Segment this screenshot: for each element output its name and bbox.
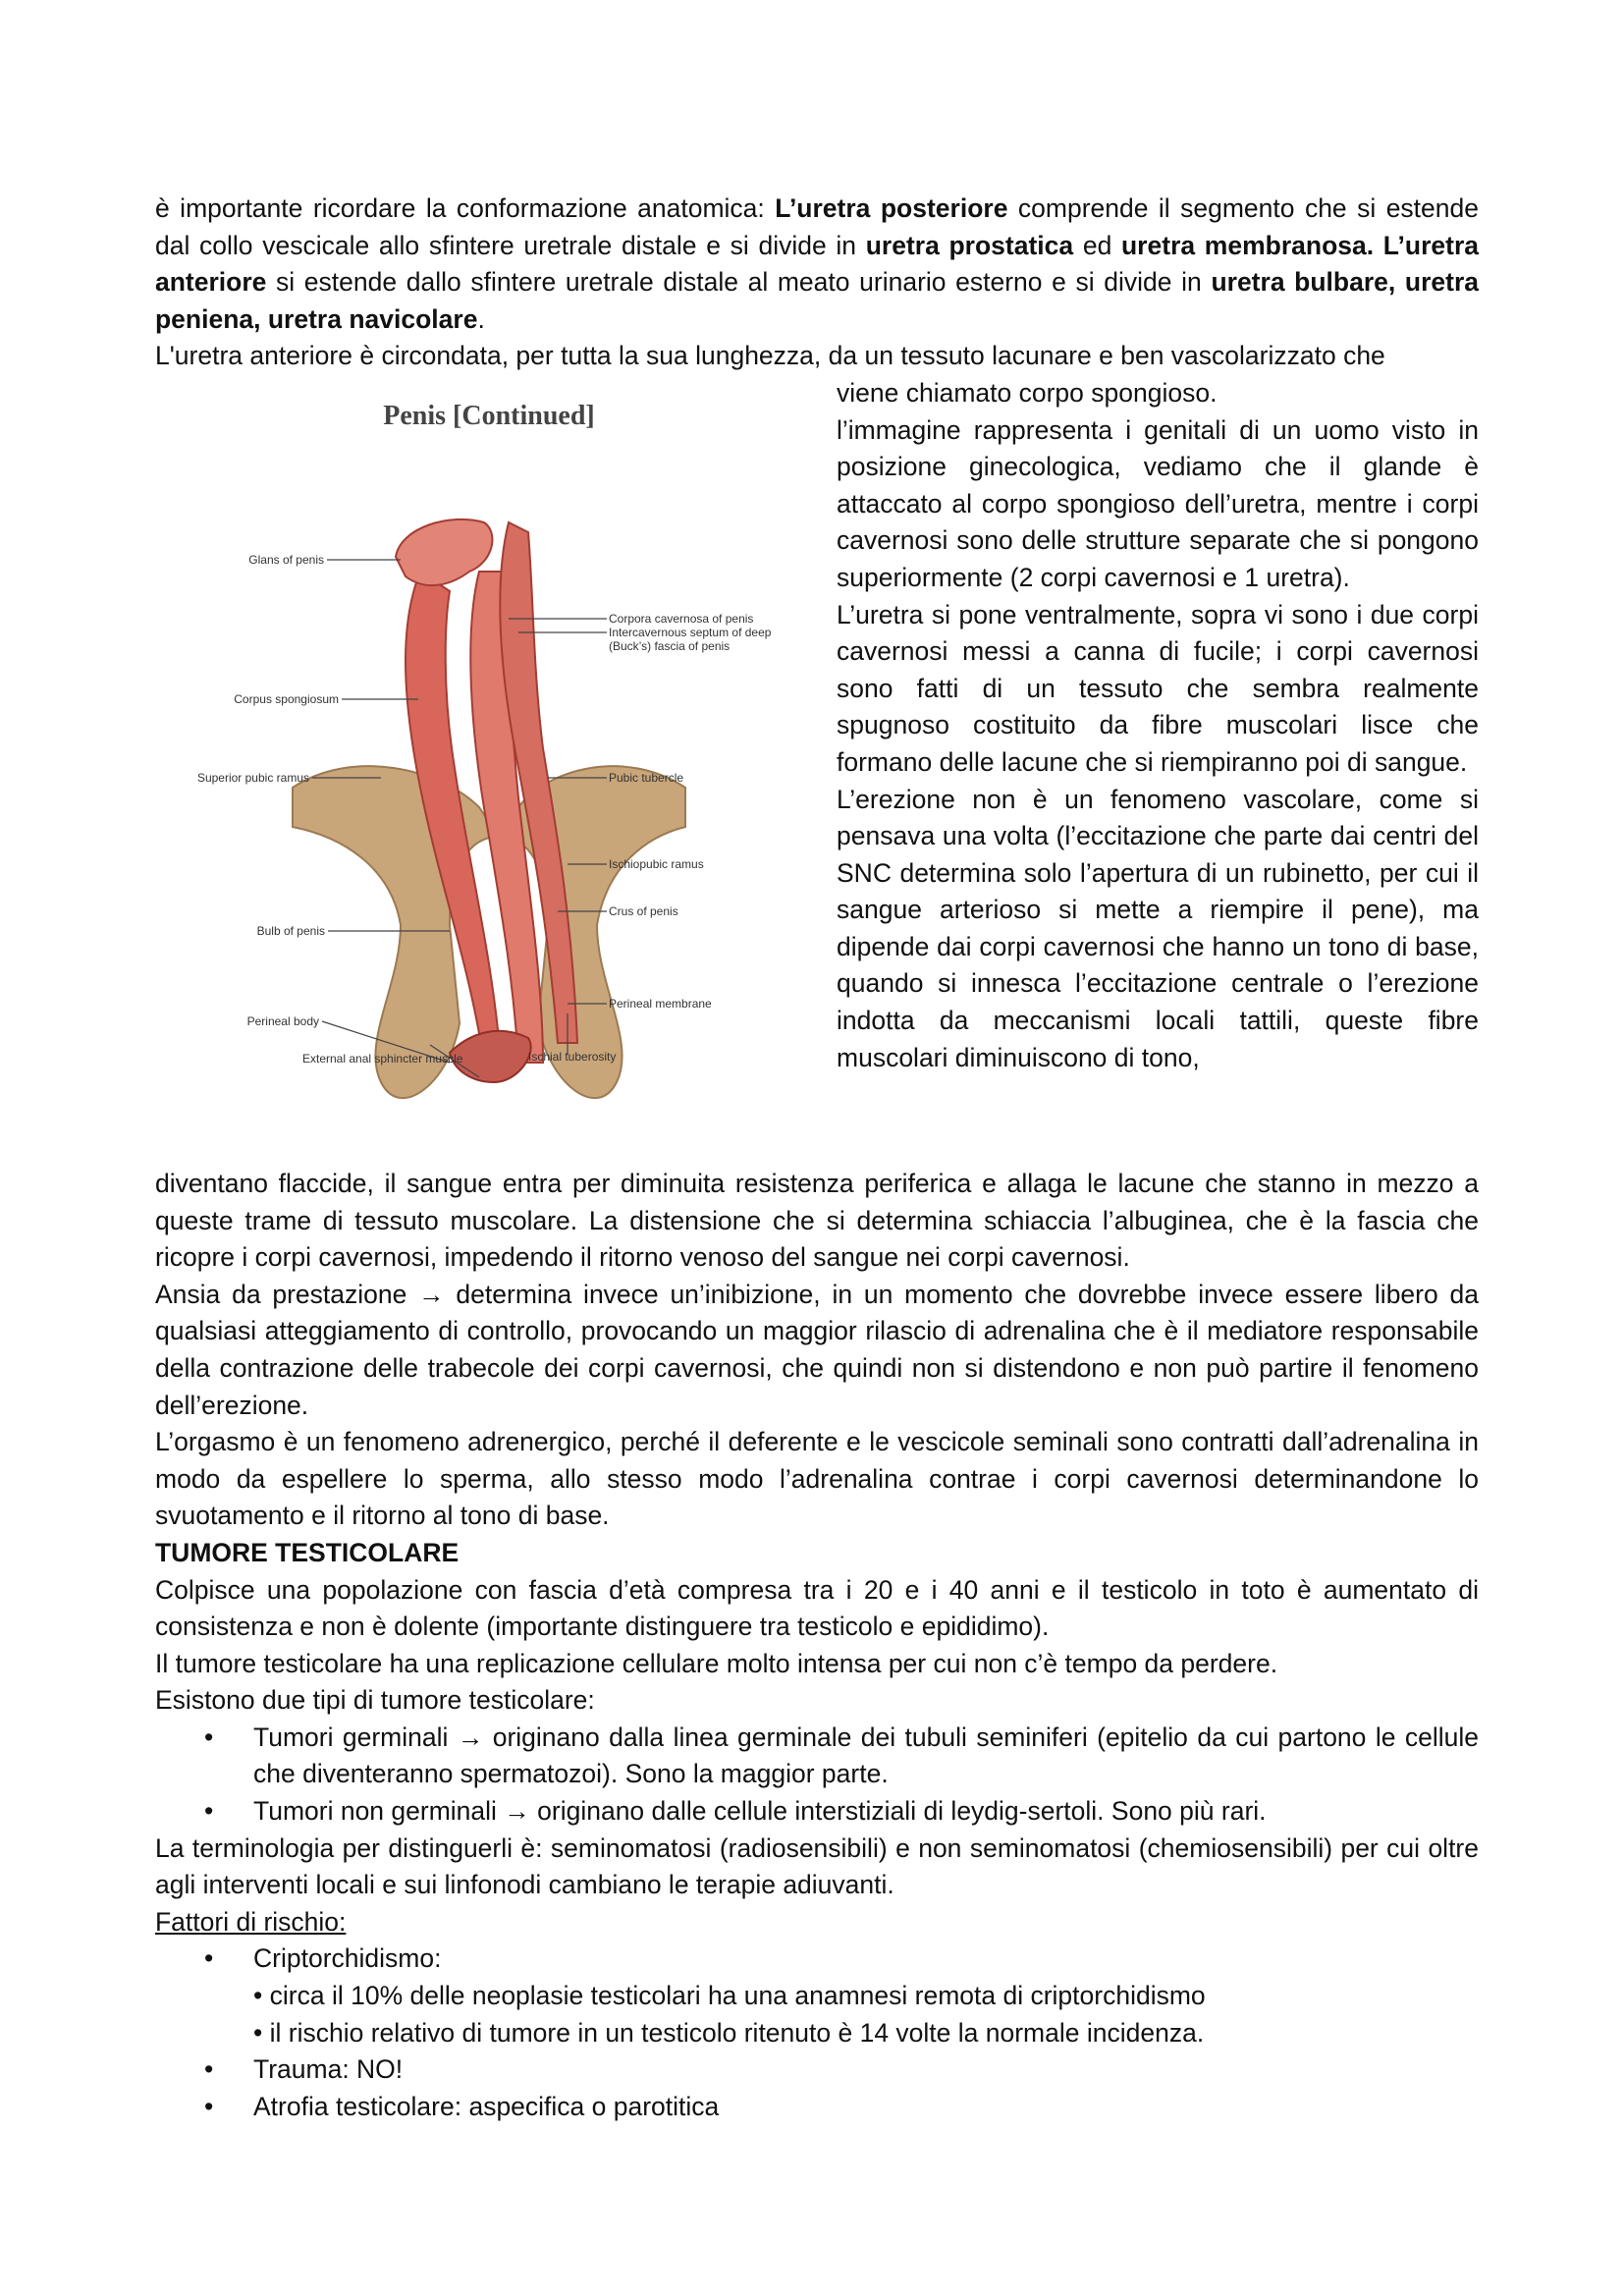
label-external-anal-sphincter: External anal sphincter muscle (302, 1051, 463, 1066)
figure-row (155, 375, 1479, 1166)
label-crus: Crus of penis (609, 903, 678, 918)
label-perineal-body: Perineal body (246, 1013, 319, 1028)
risk-factors-list (155, 1941, 1479, 1978)
risk-sub-item: • il rischio relativo di tumore in un testicolo ritenuto è 14 volte la normale incidenza. (253, 2017, 1205, 2048)
label-pubic-tubercle: Pubic tubercle (609, 770, 684, 785)
figure-title: Penis [Continued] (383, 400, 595, 431)
label-septum-1: Intercavernous septum of deep (609, 625, 772, 639)
tumor-paragraph-2: Il tumore testicolare ha una replicazione cellulare molto intensa per cui non c’è tempo da perdere. (155, 1648, 1278, 1678)
risk-sub-item: • circa il 10% delle neoplasie testicolari ha una anamnesi remota di criptorchidismo (253, 1981, 1206, 2011)
risk-title: Fattori di rischio: (155, 1906, 347, 1937)
figure-side-text (837, 375, 1479, 1076)
tumor-paragraph-3: Esistono due tipi di tumore testicolare: (155, 1685, 595, 1716)
side-line-1: viene chiamato corpo spongioso. (837, 377, 1218, 408)
label-corpus-spongiosum: Corpus spongiosum (234, 691, 339, 706)
section-heading: TUMORE TESTICOLARE (155, 1537, 460, 1567)
side-paragraph-3: L’erezione non è un fenomeno vascolare, come si pensava una volta (l’eccitazione che parte dai centri del SNC determina solo l’apertura di un rubinetto, per cui il sangue arterioso si mette a riempire il pene), ma dipende dai corpi cavernosi che hanno un tono di base, quando si innesca l’eccitazione centrale o l’erezione indotta da meccanismi locali tattili, queste fibre muscolari diminuiscono di tono, (837, 784, 1479, 1072)
label-ischial-tuberosity: Ischial tuberosity (528, 1049, 617, 1064)
intro-paragraph: è importante ricordare la conformazione anatomica: L’uretra posteriore comprende il segmento che si estende dal collo vescicale allo sfintere uretrale distale e si divide in uretra prostatica ed uretra membranosa. L’uretra anteriore si estende dallo sfintere uretrale distale al meato urinario esterno e si divide in uretra bulbare, uretra peniena, uretra navicolare. (155, 193, 1480, 334)
list-item: • Tumori germinali → originano dalla linea germinale dei tubuli seminiferi (epitelio da cui partono le cellule che diventeranno spermatozoi). Sono la maggior parte. (155, 1720, 1479, 1793)
label-ischiopubic-ramus: Ischiopubic ramus (609, 856, 704, 871)
urethra-paragraph: L'uretra anteriore è circondata, per tutta la sua lunghezza, da un tessuto lacunare e ben vascolarizzato che (155, 341, 1385, 371)
bullet-icon: • (204, 2091, 214, 2121)
label-superior-pubic-ramus: Superior pubic ramus (196, 770, 309, 785)
label-corpora-cavernosa: Corpora cavernosa of penis (609, 611, 754, 626)
risk-factors-list-2 (155, 2051, 1479, 2125)
tumor-paragraph-4: La terminologia per distinguerli è: seminomatosi (radiosensibili) e non seminomatosi (chemiosensibili) per cui oltre agli interventi locali e sui linfonodi cambiano le terapie adiuvanti. (155, 1832, 1479, 1900)
side-paragraph-1: l’immagine rappresenta i genitali di un uomo visto in posizione ginecologica, vediamo che il glande è attaccato al corpo spongioso dell’uretra, mentre i corpi cavernosi sono delle strutture separate che si pongono superiormente (2 corpi cavernosi e 1 uretra). (837, 414, 1479, 592)
bullet-icon: • (204, 1722, 214, 1752)
label-glans: Glans of penis (248, 552, 324, 567)
side-paragraph-2: L’uretra si pone ventralmente, sopra vi sono i due corpi cavernosi messi a canna di fucile; i corpi cavernosi sono fatti di un tessuto che sembra realmente spugnoso costituito da fibre muscolari lisce che formano delle lacune che si riempiranno poi di sangue. (837, 599, 1479, 777)
label-perineal-membrane: Perineal membrane (609, 996, 712, 1011)
label-bulb: Bulb of penis (256, 923, 325, 938)
list-item: • Criptorchidismo: (155, 1941, 1479, 1978)
list-item: • Trauma: NO! (155, 2051, 1479, 2089)
bullet-icon: • (204, 2054, 214, 2085)
penis-anatomy-illustration (155, 375, 821, 1151)
list-item: • Tumori non germinali → originano dalle cellule interstiziali di leydig-sertoli. Sono più rari. (155, 1793, 1479, 1831)
continuation-paragraph: diventano flaccide, il sangue entra per diminuita resistenza periferica e allaga le lacune che stanno in mezzo a queste trame di tessuto muscolare. La distensione che si determina schiaccia l’albuginea, che è la fascia che ricopre i corpi cavernosi, impedendo il ritorno venoso del sangue nei corpi cavernosi. (155, 1168, 1479, 1273)
bullet-icon: • (204, 1796, 214, 1827)
document-page (155, 191, 1479, 2125)
anatomy-figure (155, 375, 821, 1151)
label-septum-2: (Buck’s) fascia of penis (609, 638, 731, 653)
bullet-icon: • (204, 1943, 214, 1974)
orgasmo-paragraph: L’orgasmo è un fenomeno adrenergico, perché il deferente e le vescicole seminali sono contratti dall’adrenalina in modo da espellere lo sperma, allo stesso modo l’adrenalina contrae i corpi cavernosi determinandone lo svuotamento e il ritorno al tono di base. (155, 1427, 1479, 1531)
ansia-paragraph: Ansia da prestazione → determina invece un’inibizione, in un momento che dovrebbe invece essere libero da qualsiasi atteggiamento di controllo, provocando un maggior rilascio di adrenalina che è il mediatore responsabile della contrazione delle trabecole dei corpi cavernosi, che quindi non si distendono e non può partire il fenomeno dell’erezione. (155, 1279, 1479, 1420)
tumor-types-list (155, 1720, 1479, 1831)
tumor-paragraph-1: Colpisce una popolazione con fascia d’età compresa tra i 20 e i 40 anni e il testicolo in toto è aumentato di consistenza e non è dolente (importante distinguere tra testicolo e epididimo). (155, 1574, 1479, 1642)
list-item: • Atrofia testicolare: aspecifica o parotitica (155, 2089, 1479, 2126)
